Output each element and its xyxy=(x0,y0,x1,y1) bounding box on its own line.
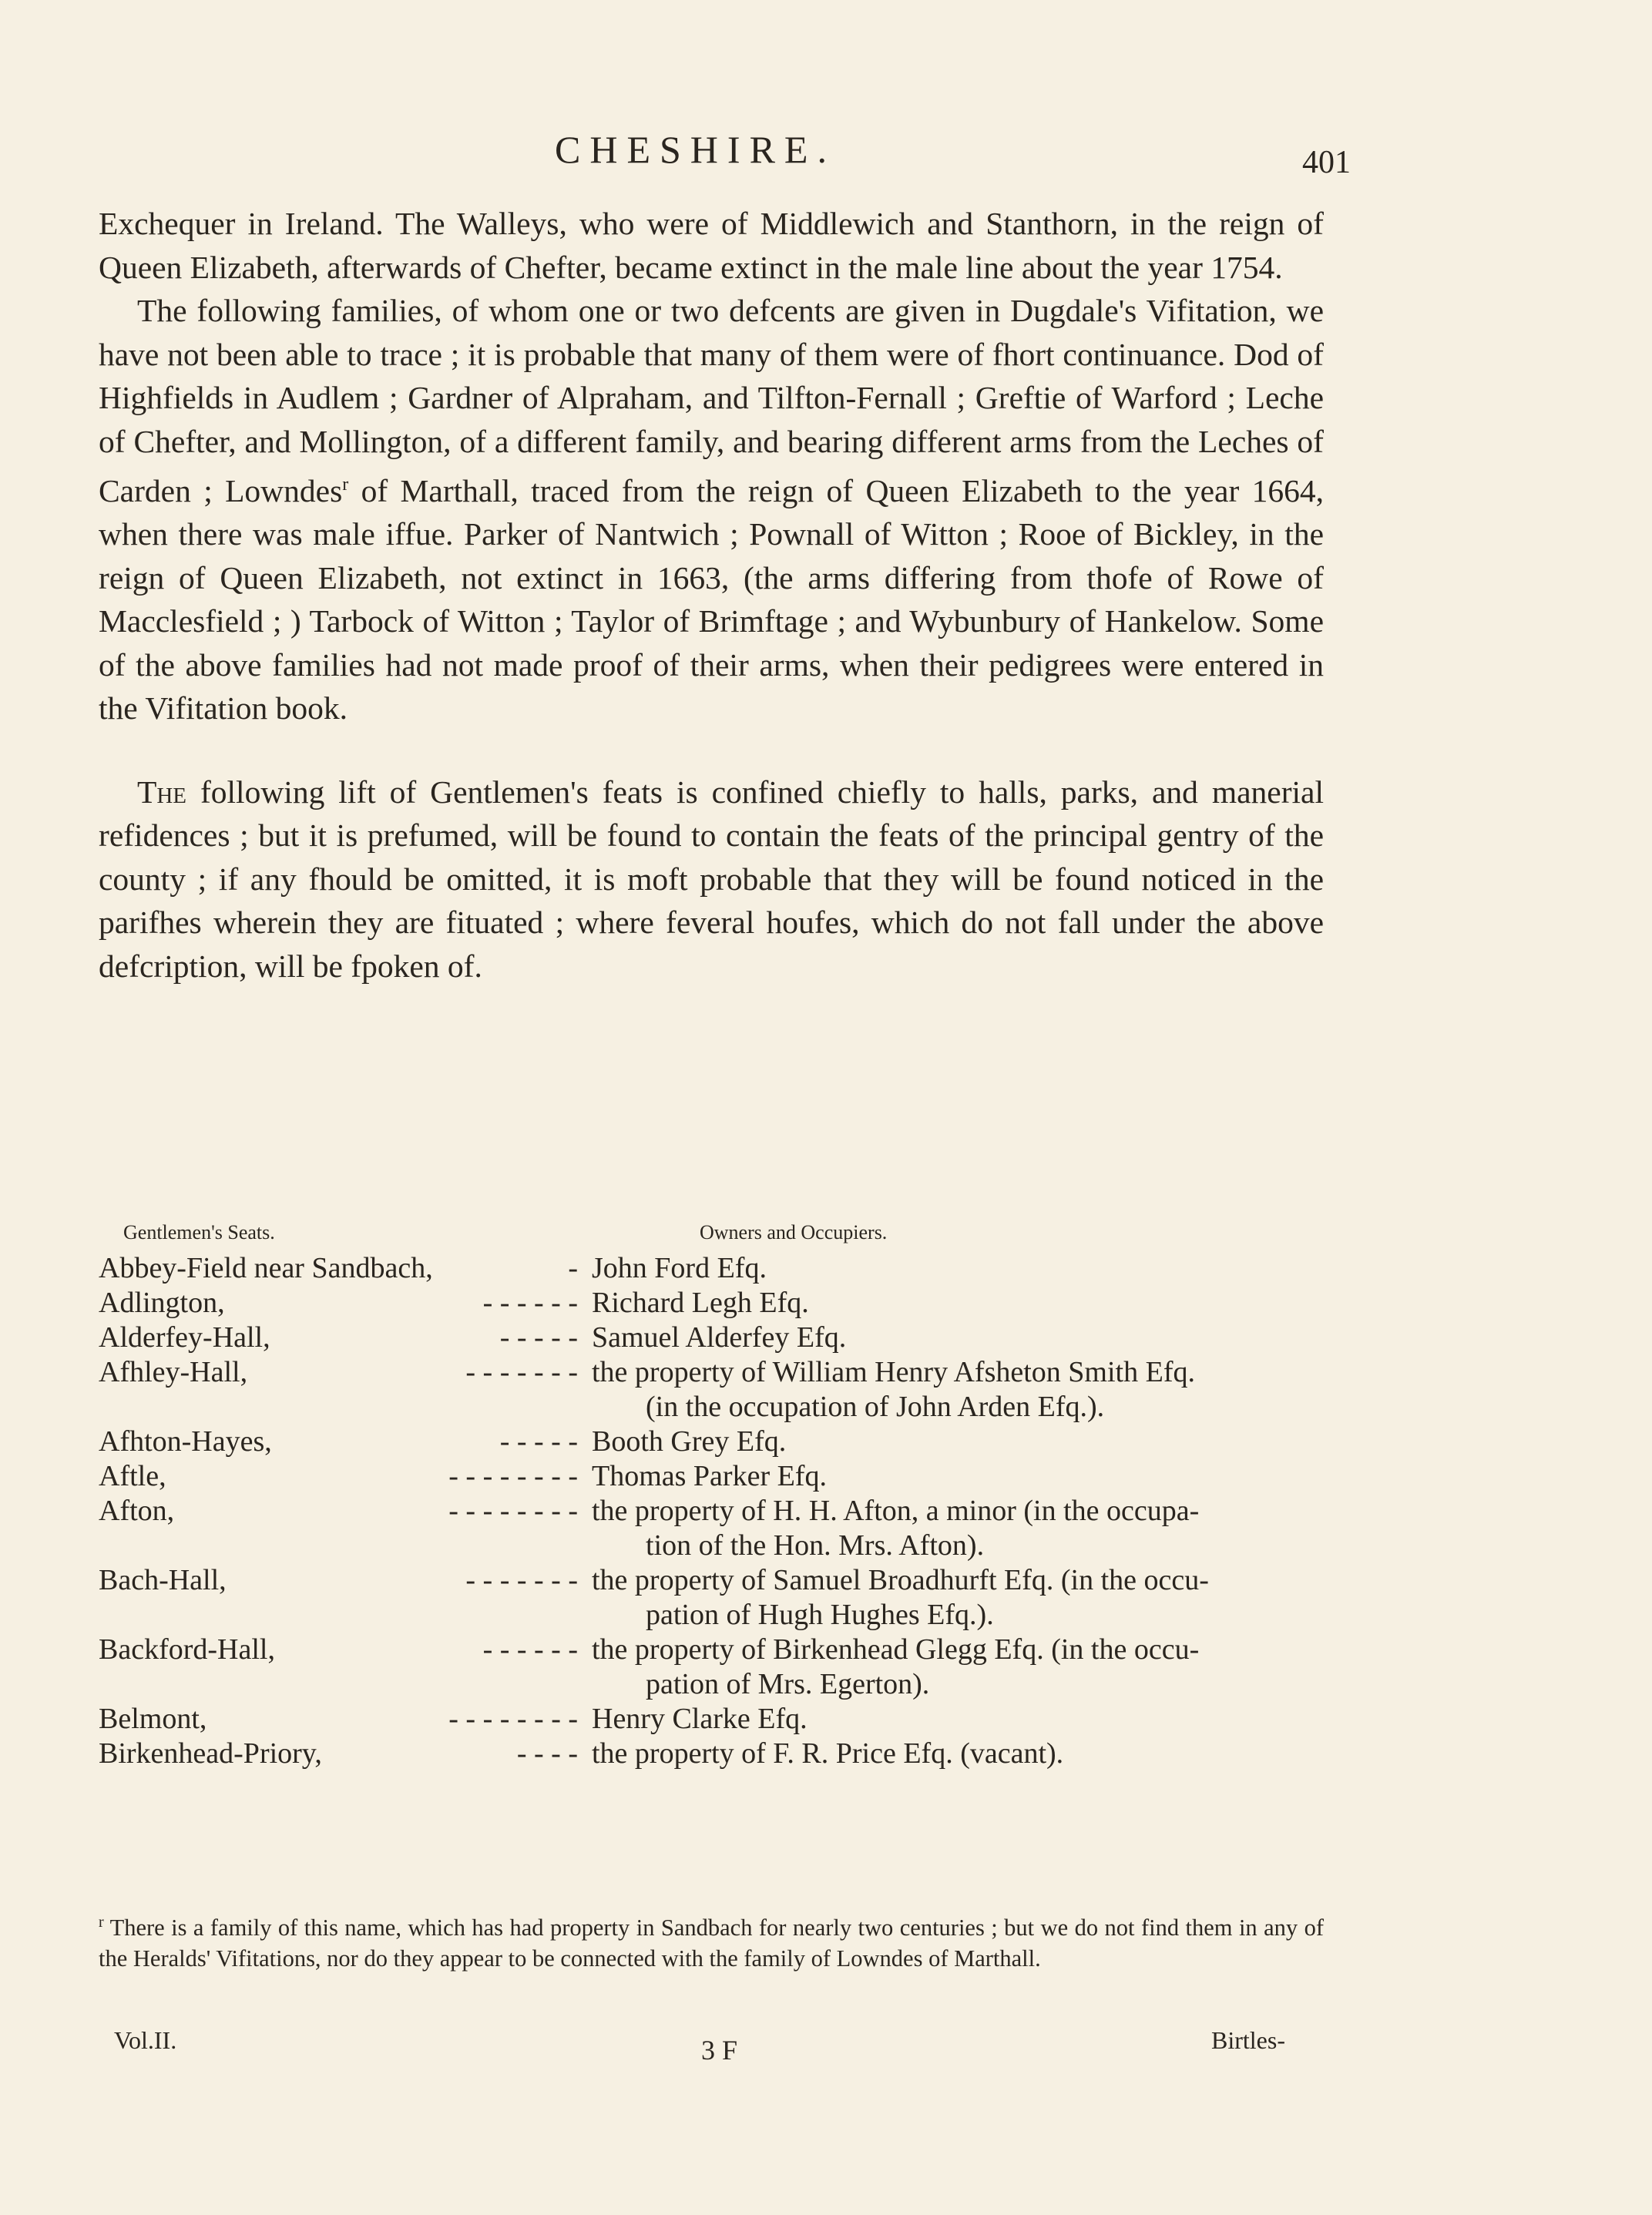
paragraph-1: Exchequer in Ireland. The Walleys, who were of Middlewich and Stanthorn, in the reign of Queen Elizabeth, afterwards of Chefter, became extinct in the male line about the year 1754. xyxy=(99,206,1324,285)
owner-text: the property of William Henry Afsheton Smith Efq. xyxy=(592,1356,1195,1388)
owner-cell xyxy=(592,1633,1331,1702)
footnote xyxy=(99,1907,1324,1974)
owner-text-continued: tion of the Hon. Mrs. Afton). xyxy=(646,1529,985,1562)
seat-row xyxy=(99,1251,1331,1286)
seat-name xyxy=(99,1251,592,1286)
seats-table-header xyxy=(99,1217,1331,1248)
seat-name-text: Birkenhead-Priory, xyxy=(99,1737,322,1770)
dot-leader: - - - - - - xyxy=(482,1633,578,1666)
owner-cell xyxy=(592,1251,1331,1286)
seat-row xyxy=(99,1425,1331,1459)
catchword: Birtles- xyxy=(1211,2026,1285,2054)
footnote-text: There is a family of this name, which has had property in Sandbach for nearly two centuries ; but we do not find them in any of the Heralds' Vifitations, nor do they appear to be connected with the family of Lowndes of Marthall. xyxy=(99,1915,1324,1972)
seat-name xyxy=(99,1286,592,1321)
dot-leader: - xyxy=(568,1252,578,1284)
owner-text-continued: (in the occupation of John Arden Efq.). xyxy=(646,1391,1105,1423)
page-footer xyxy=(0,2026,1652,2072)
seat-name-text: Afhton-Hayes, xyxy=(99,1425,272,1458)
seat-name-text: Bach-Hall, xyxy=(99,1564,227,1596)
owner-text: Richard Legh Efq. xyxy=(592,1287,809,1319)
seat-name-text: Backford-Hall, xyxy=(99,1633,275,1666)
seat-name xyxy=(99,1355,592,1425)
main-text xyxy=(99,202,1324,988)
seat-name-text: Afton, xyxy=(99,1495,175,1527)
owner-cell xyxy=(592,1494,1331,1563)
owner-cell xyxy=(592,1286,1331,1321)
owner-text: Samuel Alderfey Efq. xyxy=(592,1321,847,1354)
seat-name xyxy=(99,1737,592,1771)
seat-name xyxy=(99,1494,592,1563)
seat-row xyxy=(99,1494,1331,1563)
seat-name-text: Alderfey-Hall, xyxy=(99,1321,270,1354)
seat-row xyxy=(99,1563,1331,1633)
seat-row xyxy=(99,1286,1331,1321)
dot-leader: - - - - - - - - xyxy=(448,1495,578,1527)
paragraph-2-part-2: of Marthall, traced from the reign of Queen Elizabeth to the year 1664, when there was male iffue. Parker of Nantwich ; Pownall of Witton ; Rooe of Bickley, in the reign of Queen Elizabeth, not extinct in 1663, (the arms differing from thofe of Rowe of Macclesfield ; ) Tarbock of Witton ; Taylor of Brimftage ; and Wybunbury of Hankelow. Some of the above families had not made proof of their arms, when their pedigrees were entered in the Vifitation book. xyxy=(99,472,1324,727)
running-title: CHESHIRE. xyxy=(555,128,836,171)
page-number: 401 xyxy=(1302,145,1351,180)
owner-text: the property of Samuel Broadhurft Efq. (in the occu- xyxy=(592,1564,1209,1596)
dot-leader: - - - - - xyxy=(499,1425,578,1458)
seat-row xyxy=(99,1355,1331,1425)
paragraph-3-text: following lift of Gentlemen's feats is confined chiefly to halls, parks, and manerial refidences ; but it is prefumed, will be found to contain the feats of the principal gentry of the county ; if any fhould be omitted, it is moft probable that they will be found noticed in the parifhes wherein they are fituated ; where feveral houfes, which do not fall under the above defcription, will be fpoken of. xyxy=(99,774,1325,984)
owner-text: the property of H. H. Afton, a minor (in the occupa- xyxy=(592,1495,1200,1527)
seat-name xyxy=(99,1459,592,1494)
owner-text: the property of F. R. Price Efq. (vacant). xyxy=(592,1737,1064,1770)
dot-leader: - - - - xyxy=(516,1737,578,1770)
owner-cell xyxy=(592,1355,1331,1425)
paragraph-2-part-1: The following families, of whom one or two defcents are given in Dugdale's Vifitation, we have not been able to trace ; it is probable that many of them were of fhort continuance. Dod of Highfields in Audlem ; Gardner of Alpraham, and Tilfton-Fernall ; Greftie of Warford ; Leche of Chefter, and Mollington, of a different family, and bearing different arms from the Leches of Carden ; Lowndes xyxy=(99,293,1324,508)
seat-row xyxy=(99,1633,1331,1702)
column-header-owners: Owners and Occupiers. xyxy=(700,1221,888,1243)
footnote-reference: r xyxy=(342,475,349,495)
owner-cell xyxy=(592,1425,1331,1459)
seat-name xyxy=(99,1633,592,1702)
seat-name-text: Aftle, xyxy=(99,1460,166,1492)
footnote-marker: r xyxy=(99,1914,104,1931)
seat-row xyxy=(99,1702,1331,1737)
owner-cell xyxy=(592,1321,1331,1355)
seat-name xyxy=(99,1563,592,1633)
owner-text: Henry Clarke Efq. xyxy=(592,1703,808,1735)
owner-cell xyxy=(592,1737,1331,1771)
owner-text: Booth Grey Efq. xyxy=(592,1425,787,1458)
seat-name-text: Abbey-Field near Sandbach, xyxy=(99,1252,433,1284)
dot-leader: - - - - - - - - xyxy=(448,1703,578,1735)
owner-text-continued: pation of Hugh Hughes Efq.). xyxy=(646,1599,994,1631)
owner-cell xyxy=(592,1459,1331,1494)
owner-text: Thomas Parker Efq. xyxy=(592,1460,827,1492)
dot-leader: - - - - - - xyxy=(482,1287,578,1319)
paragraph-2 xyxy=(99,289,1324,730)
seat-name-text: Afhley-Hall, xyxy=(99,1356,248,1388)
column-header-seats: Gentlemen's Seats. xyxy=(123,1221,275,1243)
seat-name xyxy=(99,1321,592,1355)
owner-cell xyxy=(592,1702,1331,1737)
dot-leader: - - - - - - - - xyxy=(448,1460,578,1492)
seat-row xyxy=(99,1459,1331,1494)
seat-name-text: Belmont, xyxy=(99,1703,207,1735)
owner-text-continued: pation of Mrs. Egerton). xyxy=(646,1668,930,1700)
seat-name-text: Adlington, xyxy=(99,1287,225,1319)
dot-leader: - - - - - xyxy=(499,1321,578,1354)
dot-leader: - - - - - - - xyxy=(465,1356,578,1388)
paragraph-3-lead-word: The xyxy=(137,774,187,810)
page-header xyxy=(0,127,1652,181)
owner-text: the property of Birkenhead Glegg Efq. (in the occu- xyxy=(592,1633,1200,1666)
seat-row xyxy=(99,1321,1331,1355)
seats-table-rows xyxy=(99,1251,1331,1771)
seat-name xyxy=(99,1702,592,1737)
seat-row xyxy=(99,1737,1331,1771)
seats-table xyxy=(99,1217,1331,1771)
paragraph-3 xyxy=(99,770,1324,988)
dot-leader: - - - - - - - xyxy=(465,1564,578,1596)
signature-mark: 3 F xyxy=(701,2035,738,2066)
seat-name xyxy=(99,1425,592,1459)
owner-cell xyxy=(592,1563,1331,1633)
owner-text: John Ford Efq. xyxy=(592,1252,767,1284)
volume-label: Vol.II. xyxy=(114,2026,177,2054)
